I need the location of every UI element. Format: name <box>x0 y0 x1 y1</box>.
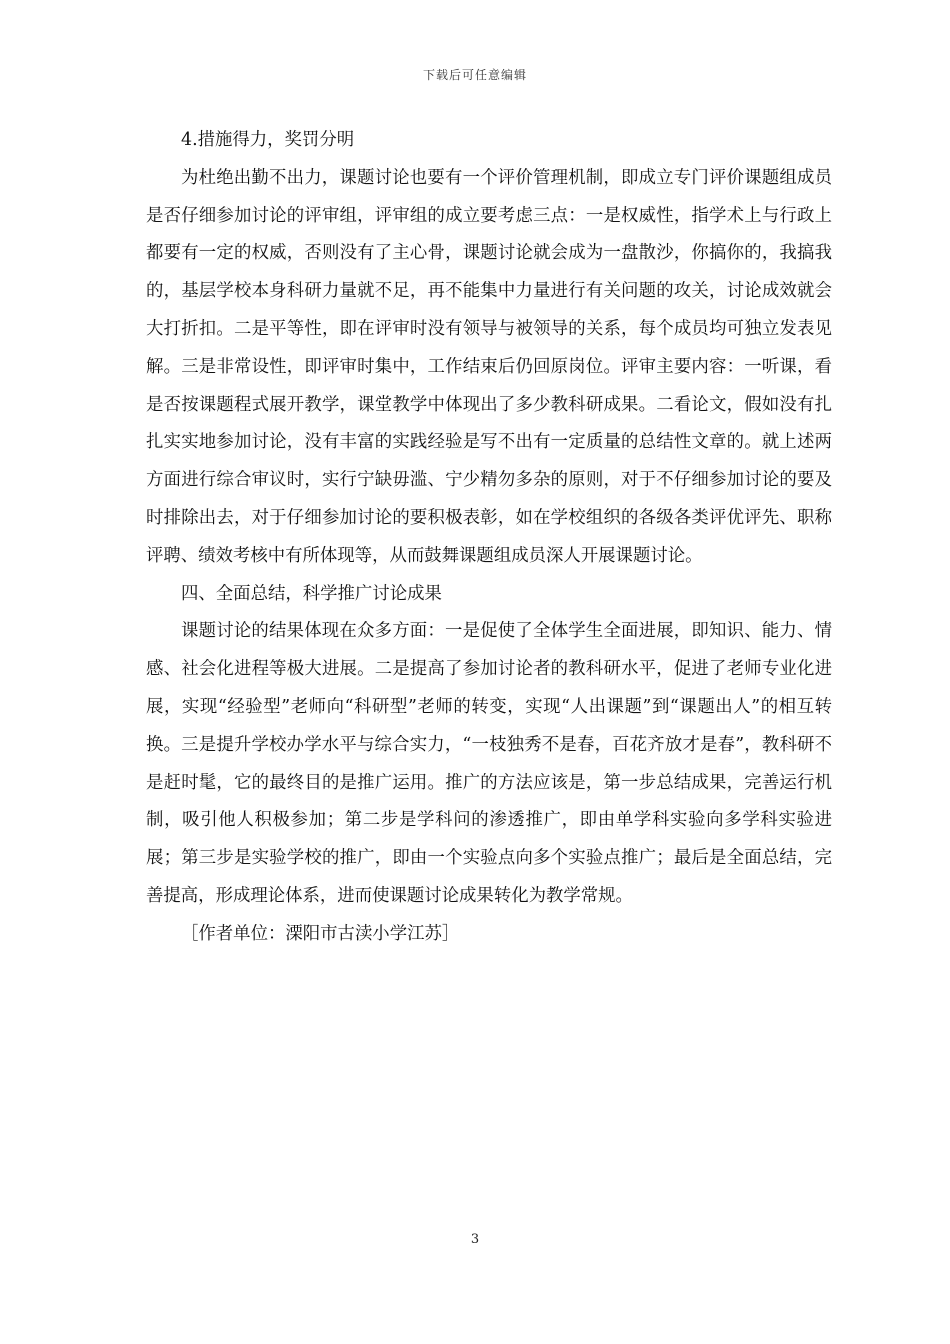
document-body <box>146 122 832 954</box>
paragraph-research-results: 课题讨论的结果体现在众多方面：一是促使了全体学生全面进展，即知识、能力、情感、社会化进程等极大进展。二是提高了参加讨论者的教科研水平，促进了老师专业化进展，实现“经验型”老师向“科研型”老师的转变，实现“人出课题”到“课题出人”的相互转换。三是提升学校办学水平与综合实力，“一枝独秀不是春，百花齐放才是春”，教科研不是赶时髦，它的最终目的是推广运用。推广的方法应该是，第一步总结成果，完善运行机制，吸引他人积极参加；第二步是学科问的渗透推广，即由单学科实验向多学科实验进展；第三步是实验学校的推广，即由一个实验点向多个实验点推广；最后是全面总结，完善提高，形成理论体系，进而使课题讨论成果转化为教学常规。 <box>146 621 832 906</box>
paragraph-evaluation-mechanism: 为杜绝出勤不出力，课题讨论也要有一个评价管理机制，即成立专门评价课题组成员是否仔细参加讨论的评审组，评审组的成立要考虑三点：一是权威性，指学术上与行政上都要有一定的权威，否则没有了主心骨，课题讨论就会成为一盘散沙，你搞你的，我搞我的，基层学校本身科研力量就不足，再不能集中力量进行有关问题的攻关，讨论成效就会大打折扣。二是平等性，即在评审时没有领导与被领导的关系，每个成员均可独立发表见解。三是非常设性，即评审时集中，工作结束后仍回原岗位。评审主要内容：一听课，看是否按课题程式展开教学，课堂教学中体现出了多少教科研成果。二看论文，假如没有扎扎实实地参加讨论，没有丰富的实践经验是写不出有一定质量的总结性文章的。就上述两方面进行综合审议时，实行宁缺毋滥、宁少精勿多杂的原则，对于不仔细参加讨论的要及时排除出去，对于仔细参加讨论的要积极表彰，如在学校组织的各级各类评优评先、职称评聘、绩效考核中有所体现等，从而鼓舞课题组成员深人开展课题讨论。 <box>146 167 832 566</box>
section-heading-summary: 四、全面总结，科学推广讨论成果 <box>181 583 442 604</box>
page-number: 3 <box>470 1232 480 1247</box>
author-affiliation: ［作者单位：溧阳市古渎小学江苏］ <box>181 923 460 944</box>
page-header: 下载后可任意编辑 <box>422 68 527 82</box>
section-heading-measures: 4.措施得力，奖罚分明 <box>181 130 355 150</box>
